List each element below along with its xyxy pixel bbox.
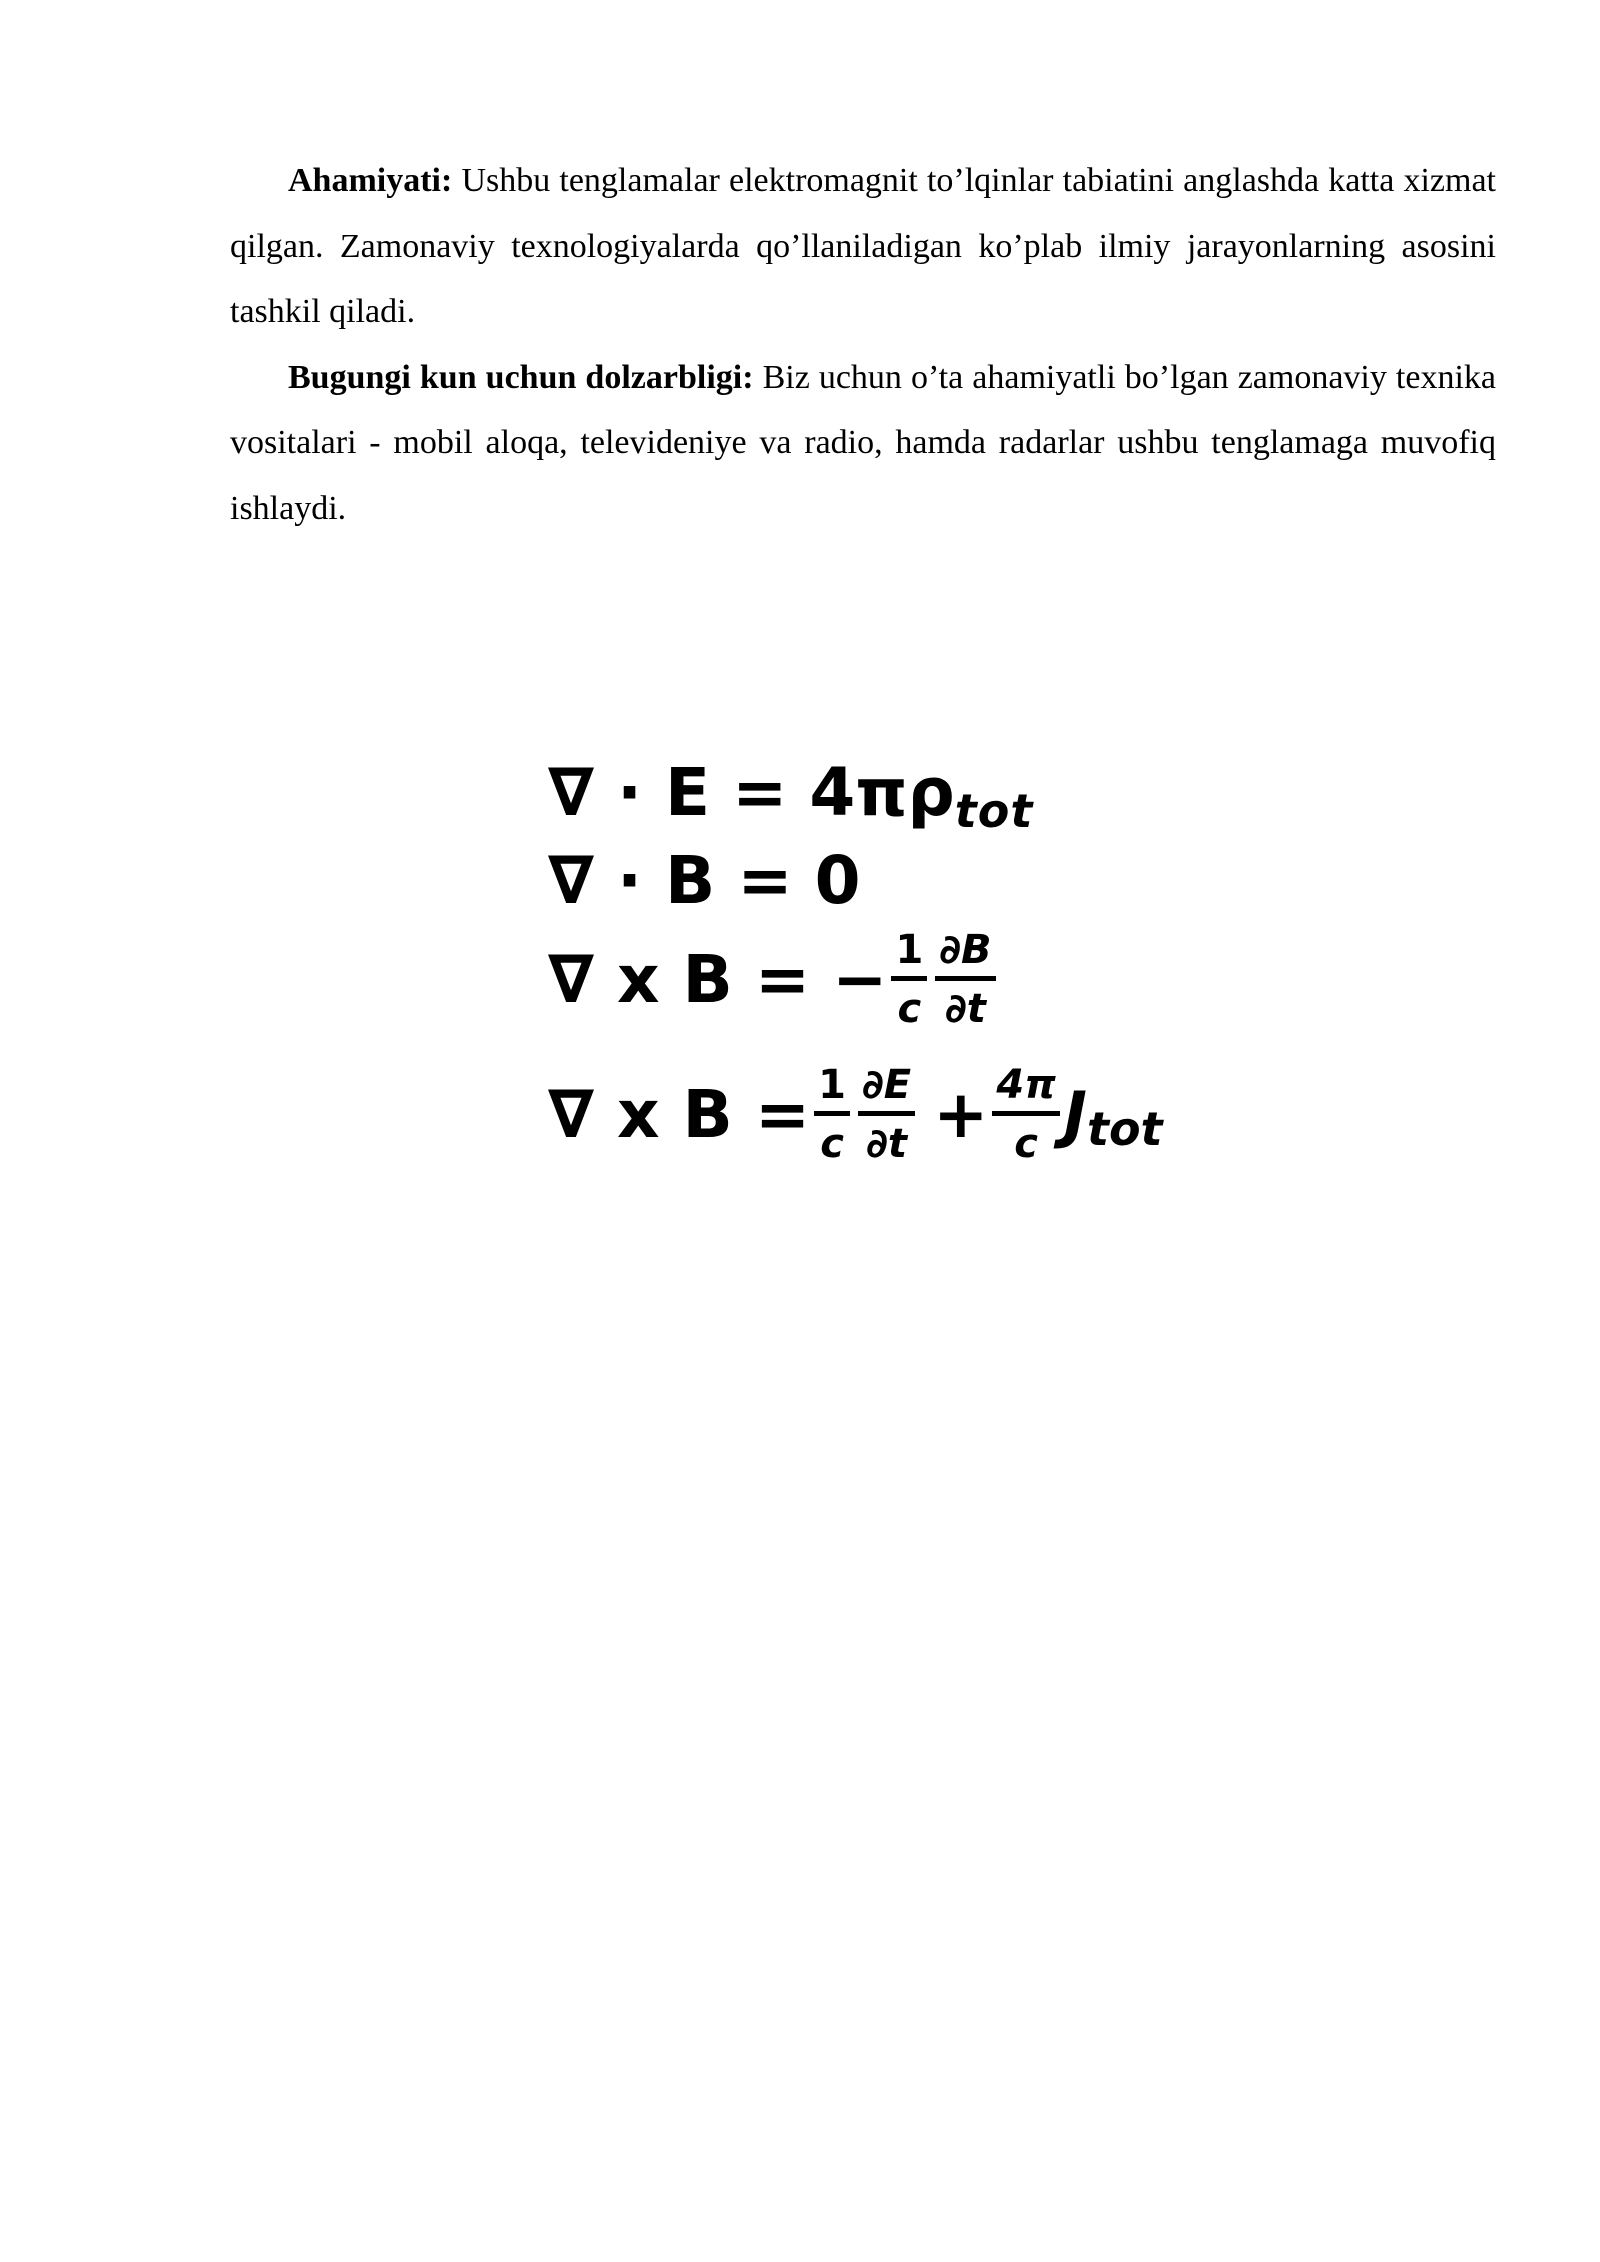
subscript: tot <box>954 784 1034 838</box>
equals-sign: = <box>754 940 811 1018</box>
fraction-denominator: ∂t <box>944 986 986 1032</box>
equation-gauss-electric <box>548 754 1034 838</box>
equation-lhs: ∇ · E <box>548 754 711 831</box>
fraction-numerator: 1 <box>814 1065 850 1116</box>
fraction-numerator: ∂B <box>935 930 995 981</box>
equation-gauss-magnetic <box>548 842 861 919</box>
paragraph-dolzarbligi <box>230 345 1496 542</box>
equation-ampere-maxwell <box>548 1062 1163 1167</box>
fraction-dB-dt <box>935 927 995 1032</box>
fraction-dE-dt <box>858 1062 915 1167</box>
equals-sign: = <box>737 842 793 919</box>
paragraph-body: Ushbu tenglamalar elektromagnit to’lqinlar tabiatini anglashda katta xizmat qilgan. Zamonaviy texnologiyalarda qo’llaniladigan ko’plab ilmiy jarayonlarning asosini tashkil qiladi. <box>230 162 1496 330</box>
paragraph-ahamiyati <box>230 148 1496 345</box>
equation-rhs: 4πρ <box>809 754 955 831</box>
fraction-denominator: c <box>897 986 922 1032</box>
equation-faraday <box>548 927 1000 1032</box>
body-text <box>230 148 1496 541</box>
minus-sign: − <box>832 940 888 1018</box>
subscript: tot <box>1086 1101 1163 1156</box>
equals-sign: = <box>732 754 788 831</box>
fraction-numerator: 1 <box>891 930 927 981</box>
fraction-one-over-c <box>891 927 927 1032</box>
fraction-denominator: c <box>820 1121 844 1167</box>
paragraph-body: Biz uchun o’ta ahamiyatli bo’lgan zamonaviy texnika vositalari - mobil aloqa, televideniye va radio, hamda radarlar ushbu tenglamaga muvofiq ishlaydi. <box>230 358 1496 527</box>
equals-sign: = <box>754 1075 811 1153</box>
equation-lhs: ∇ · B <box>548 842 716 919</box>
plus-sign: + <box>933 1075 989 1153</box>
fraction-numerator: 4π <box>992 1065 1059 1116</box>
fraction-denominator: c <box>1014 1121 1038 1167</box>
equation-rhs: 0 <box>814 842 861 919</box>
equation-lhs: ∇ x B <box>548 1075 733 1153</box>
current-density-symbol: J <box>1063 1077 1087 1151</box>
paragraph-heading: Bugungi kun uchun dolzarbligi: <box>288 358 754 396</box>
fraction-denominator: ∂t <box>866 1121 907 1167</box>
fraction-one-over-c <box>814 1062 850 1167</box>
fraction-4pi-over-c <box>992 1062 1059 1167</box>
paragraph-heading: Ahamiyati: <box>288 162 453 199</box>
equation-lhs: ∇ x B <box>548 940 733 1018</box>
fraction-numerator: ∂E <box>858 1065 915 1116</box>
maxwell-equations-image <box>548 740 1248 1220</box>
